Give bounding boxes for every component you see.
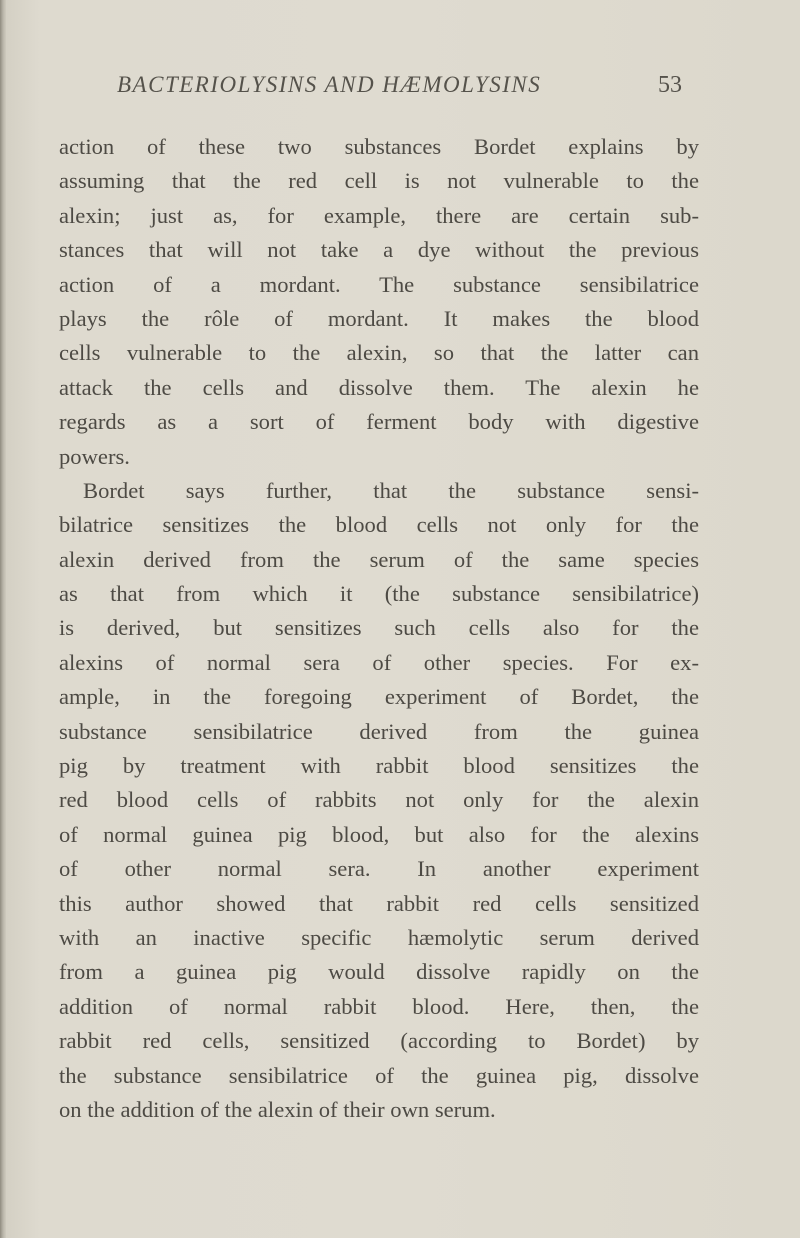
- text-line: powers.: [59, 443, 130, 469]
- text-line: addition of normal rabbit blood. Here, then, the: [59, 993, 699, 1019]
- text-line: Bordet says further, that the substance sensi-: [83, 477, 699, 503]
- text-line: of other normal sera. In another experiment: [59, 856, 699, 882]
- text-line: bilatrice sensitizes the blood cells not only for the: [59, 512, 699, 538]
- text-line: action of these two substances Bordet explains by: [59, 134, 699, 159]
- text-line: alexin derived from the serum of the same species: [59, 546, 699, 572]
- page-body-text: [59, 130, 699, 1127]
- text-line: alexins of normal sera of other species. For ex-: [59, 649, 699, 675]
- text-line: the substance sensibilatrice of the guinea pig, dissolve: [59, 1062, 699, 1088]
- text-line: rabbit red cells, sensitized (according to Bordet) by: [59, 1028, 699, 1054]
- text-line: on the addition of the alexin of their own serum.: [59, 1096, 496, 1122]
- text-line: this author showed that rabbit red cells sensitized: [59, 890, 699, 916]
- text-line: action of a mordant. The substance sensibilatrice: [59, 271, 699, 297]
- running-title: BACTERIOLYSINS AND HÆMOLYSINS: [117, 72, 542, 97]
- text-line: stances that will not take a dye without the previous: [59, 237, 699, 263]
- text-line: substance sensibilatrice derived from the guinea: [59, 718, 699, 744]
- text-line: pig by treatment with rabbit blood sensitizes the: [59, 753, 699, 779]
- text-line: red blood cells of rabbits not only for the alexin: [59, 787, 699, 813]
- text-line: plays the rôle of mordant. It makes the blood: [59, 305, 699, 331]
- page-binding-edge: [0, 0, 6, 1238]
- text-line: with an inactive specific hæmolytic serum derived: [59, 924, 699, 950]
- text-line: of normal guinea pig blood, but also for the alexins: [59, 821, 699, 847]
- text-line: is derived, but sensitizes such cells also for the: [59, 615, 699, 641]
- text-line: alexin; just as, for example, there are certain sub-: [59, 202, 699, 228]
- text-line: ample, in the foregoing experiment of Bordet, the: [59, 684, 699, 710]
- text-line: as that from which it (the substance sensibilatrice): [59, 581, 699, 607]
- text-line: assuming that the red cell is not vulnerable to the: [59, 168, 699, 194]
- text-line: attack the cells and dissolve them. The alexin he: [59, 374, 699, 400]
- page-header: [117, 72, 682, 106]
- text-line: cells vulnerable to the alexin, so that the latter can: [59, 340, 699, 366]
- page-number: 53: [658, 72, 682, 98]
- text-line: from a guinea pig would dissolve rapidly on the: [59, 959, 699, 985]
- text-line: regards as a sort of ferment body with digestive: [59, 409, 699, 435]
